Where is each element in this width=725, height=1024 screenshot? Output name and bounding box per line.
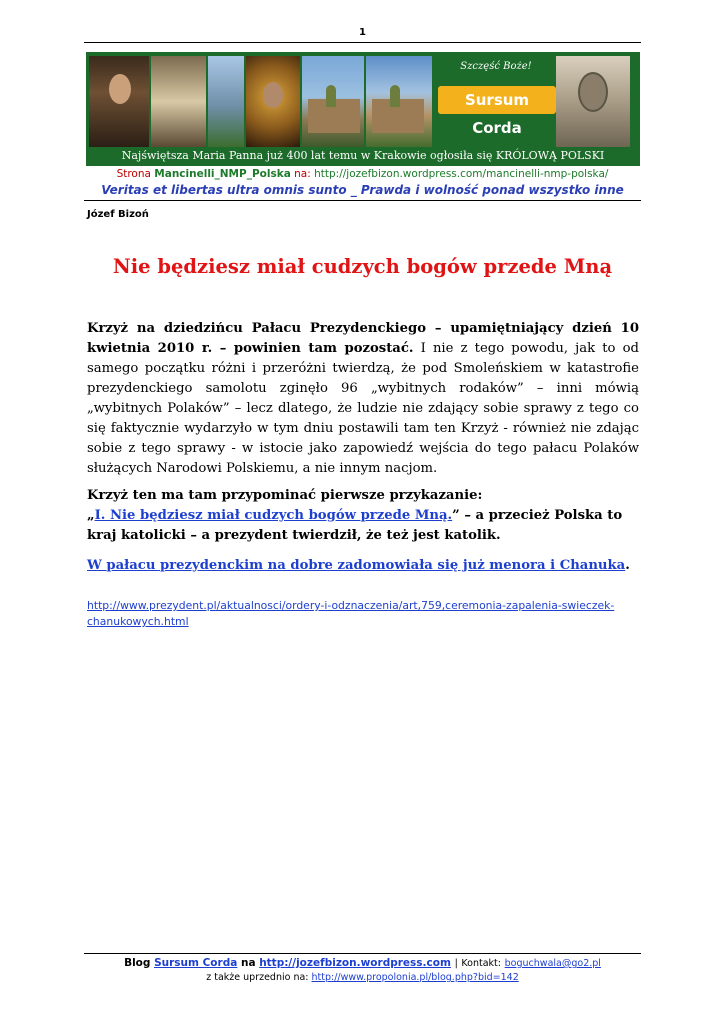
- page-number: 1: [359, 27, 366, 38]
- footer-line-1: [0, 957, 725, 969]
- wawel-castle-icon: [366, 56, 432, 147]
- wawel-photo-icon: [302, 56, 364, 147]
- header-banner: [86, 52, 640, 166]
- paragraph-2-quote-open: „: [87, 508, 95, 523]
- divider-rule: [84, 200, 641, 201]
- banner-greeting: Szczęść Boże!: [460, 61, 532, 72]
- banner-title: Sursum Corda: [464, 91, 530, 137]
- site-mid: na:: [294, 168, 311, 180]
- header-rule: [84, 42, 641, 43]
- paragraph-1: [87, 319, 639, 479]
- site-name: Mancinelli_NMP_Polska: [154, 168, 291, 180]
- site-line: [0, 168, 725, 180]
- paragraph-1-text: I nie z tego powodu, jak to od samego początku różni i przeróżni twierdzą, że pod Smoleńskiem w katastrofie prezydenckiego samolotu zginęło 96 „wybitnych rodaków” – inni mówią „wybitnych Polaków” – lecz dlatego, że ludzie nie zdający sobie sprawy z tego co się faktycznie wydarzyło w tym dniu postawili tam ten Krzyż - również nie zdając sobie z tego sprawy - w istocie jako zapowiedź wejścia do tego pałacu Polaków służących Narodowi Polskiemu, a nie innym nacjom.: [87, 341, 639, 476]
- footer-separator: |: [454, 958, 458, 969]
- motto: Veritas et libertas ultra omnis sunto _ Prawda i wolność ponad wszystko inne: [101, 183, 624, 197]
- author-name: Józef Bizoń: [87, 209, 149, 220]
- portrait-engraving-icon: [556, 56, 630, 147]
- banner-caption: Najświętsza Maria Panna już 400 lat temu w Krakowie ogłosiła się KRÓLOWĄ POLSKI: [121, 149, 605, 162]
- footer-formerly: z także uprzednio na:: [206, 972, 309, 983]
- site-url-link[interactable]: http://jozefbizon.wordpress.com/mancinelli-nmp-polska/: [314, 168, 609, 180]
- paragraph-3-end: .: [625, 558, 630, 573]
- footer-blog-label: Blog: [124, 957, 151, 969]
- paragraph-2-after: ” – a przecież Polska to kraj katolicki – a prezydent twierdził, że też jest katolik.: [87, 508, 623, 543]
- site-prefix: Strona: [116, 168, 151, 180]
- paragraph-1-bold: Krzyż na dziedzińcu Pałacu Prezydenckiego – upamiętniający dzień 10 kwietnia 2010 r. – powinien tam pozostać.: [87, 321, 639, 356]
- footer-former-url-link[interactable]: http://www.propolonia.pl/blog.php?bid=142: [311, 972, 519, 983]
- paragraph-2-line1: Krzyż ten ma tam przypominać pierwsze przykazanie:: [87, 488, 483, 503]
- footer-line-2: [0, 972, 725, 983]
- tower-photo-icon: [208, 56, 244, 147]
- menora-article-link[interactable]: W pałacu prezydenckim na dobre zadomowiała się już menora i Chanuka: [87, 558, 626, 573]
- commandment-link[interactable]: I. Nie będziesz miał cudzych bogów przede Mną.: [94, 508, 453, 523]
- source-url-link[interactable]: http://www.prezydent.pl/aktualnosci/ordery-i-odznaczenia/art,759,ceremonia-zapalenia-swieczek-chanukowych.html: [87, 599, 615, 628]
- page-title: Nie będziesz miał cudzych bogów przede Mną: [112, 255, 613, 278]
- footer-rule: [84, 953, 641, 954]
- footer-na: na: [240, 957, 256, 969]
- ostrabrama-icon: [246, 56, 300, 147]
- madonna-icon: [89, 56, 149, 147]
- footer-contact-label: Kontakt:: [461, 958, 501, 969]
- footer-blog-name-link[interactable]: Sursum Corda: [154, 957, 238, 969]
- sursum-corda-badge: [438, 86, 556, 137]
- paragraph-2: [87, 486, 639, 546]
- statue-photo-icon: [151, 56, 206, 147]
- footer-contact-email-link[interactable]: boguchwala@go2.pl: [504, 958, 601, 969]
- paragraph-3: [87, 556, 639, 576]
- footer-blog-url-link[interactable]: http://jozefbizon.wordpress.com: [259, 957, 451, 969]
